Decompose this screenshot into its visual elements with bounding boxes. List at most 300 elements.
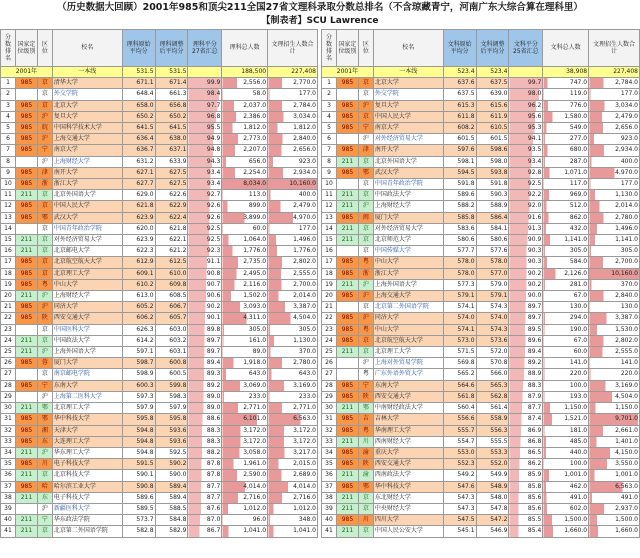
- avg-score-cell: 545.1: [443, 526, 476, 537]
- avg-score-cell: 606.2: [122, 313, 155, 324]
- table-row: [322, 302, 640, 313]
- rank-cell: 27: [1, 369, 16, 380]
- school-name-cell: 西安交通大学: [373, 459, 443, 470]
- total-count-cell: 3,069.0: [222, 380, 268, 391]
- line-label-cell: 一本线: [373, 67, 443, 78]
- table-row: [322, 335, 640, 346]
- region-cell: 浙: [358, 268, 373, 279]
- percentile-cell: 97.7: [188, 100, 222, 111]
- table-row: [322, 78, 640, 89]
- combined-count-cell: 1,141.0: [589, 235, 640, 246]
- total-count-cell: 1,141.0: [543, 235, 589, 246]
- adjusted-score-cell: 638.0: [155, 134, 188, 145]
- percentile-cell: 87.7: [188, 492, 222, 503]
- percentile-cell: 87.6: [188, 503, 222, 514]
- adjusted-score-cell: 593.6: [155, 425, 188, 436]
- level-cell: 211: [15, 447, 37, 458]
- rank-cell: 40: [322, 515, 337, 526]
- total-count-cell: 117.0: [543, 179, 589, 190]
- percentile-cell: 86.8: [509, 436, 543, 447]
- school-name-cell: 华中科技大学: [373, 481, 443, 492]
- rank-cell: 18: [322, 268, 337, 279]
- total-count-cell: 747.0: [543, 78, 589, 89]
- avg-score-cell: 560.4: [443, 403, 476, 414]
- school-name-cell: 中国政法大学: [373, 190, 443, 201]
- region-cell: 吉: [358, 414, 373, 425]
- table-row: [1, 347, 318, 358]
- school-name-cell: 上海第二医科大学: [52, 391, 122, 402]
- region-cell: 京: [37, 78, 52, 89]
- level-cell: 985: [336, 257, 358, 268]
- level-cell: 211: [336, 201, 358, 212]
- school-name-cell: 中山大学: [373, 324, 443, 335]
- adjusted-score-cell: 584.1: [476, 223, 509, 234]
- rank-cell: 36: [322, 470, 337, 481]
- table-row: [322, 492, 640, 503]
- rank-cell: 7: [322, 145, 337, 156]
- school-name-cell: 中山大学: [52, 279, 122, 290]
- avg-score-cell: 598.7: [122, 358, 155, 369]
- avg-score-cell: 574.1: [443, 324, 476, 335]
- total-count-cell: 1,660.0: [543, 526, 589, 537]
- combined-count-cell: 643.0: [268, 369, 318, 380]
- region-cell: 鄂: [358, 481, 373, 492]
- table-row: [322, 459, 640, 470]
- region-cell: 沪: [37, 291, 52, 302]
- science-ranking-panel: [0, 29, 318, 558]
- combined-count-cell: 1,130.0: [268, 335, 318, 346]
- avg-score-cell: 598.1: [443, 156, 476, 167]
- school-name-cell: 南开大学: [373, 145, 443, 156]
- avg-score-cell: 641.5: [122, 123, 155, 134]
- rank-cell: 11: [322, 190, 337, 201]
- table-row: [322, 145, 640, 156]
- combined-count-cell: 1,500.0: [589, 515, 640, 526]
- avg-score-cell: 564.6: [443, 380, 476, 391]
- table-row: [322, 257, 640, 268]
- table-row: [322, 268, 640, 279]
- col-rank: 分数排名: [322, 30, 337, 67]
- rank-cell: 23: [322, 324, 337, 335]
- avg-score-cell: 594.8: [122, 425, 155, 436]
- table-row: [322, 425, 640, 436]
- avg-score-cell: 620.0: [122, 223, 155, 234]
- rank-cell: 12: [1, 201, 16, 212]
- table-row: [1, 526, 318, 537]
- rank-cell: 34: [322, 447, 337, 458]
- combined-count-cell: 1,812.0: [268, 123, 318, 134]
- combined-count-cell: 2,934.0: [268, 167, 318, 178]
- combined-count-cell: 1,401.0: [589, 436, 640, 447]
- adjusted-score-cell: 622.1: [155, 235, 188, 246]
- region-cell: 京: [37, 369, 52, 380]
- combined-count-cell: 1,150.0: [589, 403, 640, 414]
- school-name-cell: 西安交通大学: [373, 391, 443, 402]
- region-cell: 粤: [358, 425, 373, 436]
- avg-score-cell: 597.9: [122, 403, 155, 414]
- school-name-cell: 上海外国语大学: [373, 279, 443, 290]
- level-cell: 985: [15, 459, 37, 470]
- school-name-cell: 吉林大学: [373, 414, 443, 425]
- table-row: [322, 223, 640, 234]
- combined-count-cell: 2,937.0: [589, 503, 640, 514]
- level-cell: [336, 134, 358, 145]
- total-count-cell: 432.0: [543, 223, 589, 234]
- level-cell: 985: [15, 268, 37, 279]
- avg-score-cell: 588.2: [443, 201, 476, 212]
- adjusted-score-cell: 612.5: [155, 257, 188, 268]
- line-adj-cell: 531.5: [155, 67, 188, 78]
- region-cell: 沪: [358, 313, 373, 324]
- avg-score-cell: 611.8: [443, 111, 476, 122]
- total-count-cell: 58.0: [222, 89, 268, 100]
- combined-count-cell: 400.0: [589, 156, 640, 167]
- avg-score-cell: 590.8: [122, 481, 155, 492]
- rank-cell: 15: [322, 235, 337, 246]
- region-cell: 京: [37, 526, 52, 537]
- avg-score-cell: 597.1: [122, 347, 155, 358]
- region-cell: 京: [37, 324, 52, 335]
- percentile-cell: 88.3: [188, 436, 222, 447]
- school-name-cell: 北京大学: [52, 100, 122, 111]
- table-row: [1, 268, 318, 279]
- level-cell: 211: [336, 403, 358, 414]
- table-row: [322, 503, 640, 514]
- table-row: [322, 134, 640, 145]
- region-cell: 粤: [358, 324, 373, 335]
- total-count-cell: 67.0: [543, 335, 589, 346]
- level-cell: 211: [15, 246, 37, 257]
- school-name-cell: 大连理工大学: [52, 436, 122, 447]
- total-count-cell: 656.0: [222, 156, 268, 167]
- total-count-cell: 1,064.0: [222, 235, 268, 246]
- avg-score-cell: 589.5: [122, 503, 155, 514]
- adjusted-score-cell: 615.6: [476, 100, 509, 111]
- table-row: [322, 89, 640, 100]
- percentile-cell: 90.6: [188, 291, 222, 302]
- percentile-cell: 87.4: [509, 414, 543, 425]
- level-cell: 211: [15, 403, 37, 414]
- table-row: [322, 123, 640, 134]
- level-cell: 985: [15, 145, 37, 156]
- total-count-cell: 2,556.0: [222, 78, 268, 89]
- rank-cell: 37: [1, 481, 16, 492]
- level-cell: 985: [15, 425, 37, 436]
- school-name-cell: 北京外国语大学: [373, 156, 443, 167]
- combined-count-cell: 3,387.0: [268, 302, 318, 313]
- total-count-cell: 899.0: [222, 201, 268, 212]
- adjusted-score-cell: 606.7: [155, 302, 188, 313]
- year-cell: 2001年: [322, 67, 374, 78]
- level-cell: 985: [15, 380, 37, 391]
- avg-score-cell: 574.1: [443, 302, 476, 313]
- level-cell: [15, 89, 37, 100]
- arts-ranking-panel: [321, 29, 640, 558]
- percentile-cell: 95.3: [509, 123, 543, 134]
- level-cell: 985: [336, 268, 358, 279]
- adjusted-score-cell: 582.9: [155, 526, 188, 537]
- rank-cell: 1: [322, 78, 337, 89]
- table-row: [322, 179, 640, 190]
- percentile-cell: 93.4: [509, 156, 543, 167]
- col-school: 校名: [52, 30, 122, 67]
- line-adj-cell: 523.4: [476, 67, 509, 78]
- total-count-cell: 277.0: [543, 134, 589, 145]
- table-row: [1, 403, 318, 414]
- school-name-cell: 上海财经大学: [52, 291, 122, 302]
- combined-count-cell: 1,041.0: [268, 526, 318, 537]
- level-cell: [336, 369, 358, 380]
- avg-score-cell: 623.9: [122, 212, 155, 223]
- adjusted-score-cell: 589.4: [155, 492, 188, 503]
- table-row: [322, 358, 640, 369]
- table-row: [1, 481, 318, 492]
- total-count-cell: 485.0: [543, 436, 589, 447]
- region-cell: 京: [358, 526, 373, 537]
- rank-cell: 9: [322, 167, 337, 178]
- percentile-cell: 92.5: [188, 235, 222, 246]
- combined-count-cell: 2,771.0: [268, 403, 318, 414]
- school-name-cell: 广东外语外贸大学: [373, 369, 443, 380]
- avg-score-cell: 556.6: [443, 414, 476, 425]
- region-cell: 京: [37, 201, 52, 212]
- school-name-cell: 上海外国语大学: [52, 347, 122, 358]
- combined-count-cell: 177.0: [268, 89, 318, 100]
- table-row: [322, 235, 640, 246]
- adjusted-score-cell: 555.5: [476, 436, 509, 447]
- rank-cell: 38: [322, 492, 337, 503]
- level-cell: 985: [15, 123, 37, 134]
- total-count-cell: 1,071.0: [543, 167, 589, 178]
- rank-cell: 27: [322, 369, 337, 380]
- total-count-cell: 440.0: [543, 447, 589, 458]
- total-count-cell: 8,034.0: [222, 179, 268, 190]
- combined-count-cell: 3,217.0: [268, 447, 318, 458]
- combined-count-cell: 4,970.0: [268, 212, 318, 223]
- region-cell: 川: [358, 515, 373, 526]
- total-count-cell: 233.0: [222, 391, 268, 402]
- adjusted-score-cell: 603.2: [155, 335, 188, 346]
- adjusted-score-cell: 558.9: [476, 414, 509, 425]
- table-row: [1, 335, 318, 346]
- table-row: [1, 380, 318, 391]
- rank-cell: 14: [322, 223, 337, 234]
- percentile-cell: 90.0: [509, 291, 543, 302]
- region-cell: 京: [358, 89, 373, 100]
- rank-cell: 9: [1, 167, 16, 178]
- level-cell: 985: [15, 481, 37, 492]
- rank-cell: 6: [322, 134, 337, 145]
- avg-score-cell: 554.7: [443, 436, 476, 447]
- table-row: [322, 190, 640, 201]
- table-row: [322, 246, 640, 257]
- rank-cell: 29: [1, 391, 16, 402]
- region-cell: 京: [358, 111, 373, 122]
- table-row: [1, 447, 318, 458]
- total-count-cell: 2,495.0: [222, 268, 268, 279]
- level-cell: 985: [336, 167, 358, 178]
- school-name-cell: 对外经济贸易大学: [52, 235, 122, 246]
- total-count-cell: 491.0: [543, 492, 589, 503]
- school-name-cell: 东北财经大学: [373, 492, 443, 503]
- adjusted-score-cell: 562.8: [476, 391, 509, 402]
- total-count-cell: 862.0: [543, 212, 589, 223]
- region-cell: 京: [358, 179, 373, 190]
- avg-score-cell: 594.5: [443, 167, 476, 178]
- adjusted-score-cell: 641.5: [155, 123, 188, 134]
- percentile-cell: 90.2: [188, 302, 222, 313]
- school-name-cell: 上海财经大学: [373, 201, 443, 212]
- percentile-cell: 90.2: [509, 268, 543, 279]
- adjusted-score-cell: 566.0: [476, 369, 509, 380]
- adjusted-score-cell: 588.9: [476, 201, 509, 212]
- col-avg: 文科原始平均分: [443, 30, 476, 67]
- avg-score-cell: 600.3: [122, 380, 155, 391]
- percentile-cell: 95.6: [509, 111, 543, 122]
- table-row: [1, 302, 318, 313]
- level-cell: 211: [15, 291, 37, 302]
- school-name-cell: 外交学院: [52, 89, 122, 100]
- school-name-cell: 中国科学技术大学: [52, 123, 122, 134]
- adjusted-score-cell: 548.9: [476, 481, 509, 492]
- avg-score-cell: 623.9: [122, 235, 155, 246]
- school-name-cell: 北京理工大学: [52, 403, 122, 414]
- adjusted-score-cell: 547.8: [476, 503, 509, 514]
- total-count-cell: 1,012.0: [222, 503, 268, 514]
- line-avg-cell: 523.4: [443, 67, 476, 78]
- region-cell: 京: [37, 246, 52, 257]
- level-cell: 985: [336, 335, 358, 346]
- region-cell: 沪: [358, 358, 373, 369]
- adjusted-score-cell: 590.3: [476, 190, 509, 201]
- rank-cell: 33: [322, 436, 337, 447]
- total-count-cell: 1,961.0: [222, 459, 268, 470]
- percentile-cell: 95.5: [188, 123, 222, 134]
- avg-score-cell: 615.3: [443, 100, 476, 111]
- school-name-cell: 电子科技大学: [52, 492, 122, 503]
- percentile-cell: 89.7: [188, 347, 222, 358]
- percentile-cell: 88.9: [509, 369, 543, 380]
- region-cell: 陕: [358, 459, 373, 470]
- region-cell: 津: [358, 145, 373, 156]
- region-cell: 沪: [37, 391, 52, 402]
- school-name-cell: 北京科技大学: [52, 470, 122, 481]
- adjusted-score-cell: 603.1: [155, 347, 188, 358]
- avg-score-cell: 547.5: [443, 515, 476, 526]
- level-cell: 211: [336, 279, 358, 290]
- region-cell: 京: [37, 100, 52, 111]
- level-cell: 985: [15, 302, 37, 313]
- table-row: [322, 470, 640, 481]
- total-count-cell: 161.0: [222, 335, 268, 346]
- percentile-cell: 89.6: [509, 335, 543, 346]
- percentile-cell: 92.2: [509, 190, 543, 201]
- level-cell: 985: [336, 111, 358, 122]
- school-name-cell: 东南大学: [52, 380, 122, 391]
- combined-count-cell: 141.0: [589, 358, 640, 369]
- region-cell: 宁: [37, 515, 52, 526]
- combined-count-cell: 4,150.0: [589, 447, 640, 458]
- region-cell: 川: [358, 436, 373, 447]
- combined-count-cell: 923.0: [589, 134, 640, 145]
- avg-score-cell: 622.3: [122, 246, 155, 257]
- percentile-cell: 92.5: [509, 179, 543, 190]
- adjusted-score-cell: 586.4: [476, 212, 509, 223]
- rank-cell: 10: [322, 179, 337, 190]
- level-cell: 985: [336, 481, 358, 492]
- combined-count-cell: 1,001.0: [589, 470, 640, 481]
- total-count-cell: 1,500.0: [543, 515, 589, 526]
- combined-count-cell: 305.0: [589, 246, 640, 257]
- total-count-cell: 969.0: [543, 190, 589, 201]
- percentile-cell: 85.8: [509, 481, 543, 492]
- region-cell: 沪: [37, 156, 52, 167]
- region-cell: 京: [358, 235, 373, 246]
- adjusted-score-cell: 608.5: [155, 291, 188, 302]
- col-level: 国家定位级别: [15, 30, 37, 67]
- combined-count-cell: 4,970.0: [589, 167, 640, 178]
- avg-score-cell: 569.8: [443, 358, 476, 369]
- combined-count-cell: 2,555.0: [268, 268, 318, 279]
- percentile-cell: 85.5: [509, 515, 543, 526]
- school-name-cell: 上海财经大学: [52, 156, 122, 167]
- level-cell: 985: [15, 313, 37, 324]
- percentile-cell: 89.2: [509, 358, 543, 369]
- rank-cell: 5: [1, 123, 16, 134]
- adjusted-score-cell: 574.3: [476, 324, 509, 335]
- adjusted-score-cell: 610.5: [476, 123, 509, 134]
- total-count-cell: 1,001.0: [543, 470, 589, 481]
- adjusted-score-cell: 579.1: [476, 291, 509, 302]
- combined-count-cell: 2,784.0: [589, 78, 640, 89]
- combined-count-cell: 2,479.0: [268, 201, 318, 212]
- adjusted-score-cell: 603.0: [155, 324, 188, 335]
- combined-count-cell: 177.0: [589, 89, 640, 100]
- school-name-cell: 中国人民大学: [52, 201, 122, 212]
- region-cell: 沪: [358, 291, 373, 302]
- table-row: [322, 391, 640, 402]
- adjusted-score-cell: 546.9: [476, 526, 509, 537]
- combined-count-cell: 9,701.0: [589, 414, 640, 425]
- school-name-cell: 东南大学: [373, 380, 443, 391]
- combined-count-cell: 3,169.0: [589, 380, 640, 391]
- table-row: [322, 436, 640, 447]
- percentile-cell: 90.3: [509, 257, 543, 268]
- school-name-cell: 中南财经政法大学: [373, 403, 443, 414]
- table-row: [322, 347, 640, 358]
- rank-cell: 34: [1, 447, 16, 458]
- rank-cell: 22: [322, 313, 337, 324]
- total-count-cell: 3,899.0: [222, 212, 268, 223]
- school-name-cell: 武汉大学: [52, 212, 122, 223]
- rank-cell: 33: [1, 436, 16, 447]
- rank-cell: 4: [322, 111, 337, 122]
- avg-score-cell: 594.8: [122, 447, 155, 458]
- rank-cell: 12: [322, 201, 337, 212]
- rank-cell: 15: [1, 235, 16, 246]
- avg-score-cell: 571.5: [443, 347, 476, 358]
- table-row: [1, 100, 318, 111]
- rank-cell: 29: [322, 391, 337, 402]
- avg-score-cell: 553.0: [443, 447, 476, 458]
- adjusted-score-cell: 565.3: [476, 380, 509, 391]
- level-cell: 211: [336, 492, 358, 503]
- adjusted-score-cell: 598.0: [476, 156, 509, 167]
- total-count-cell: 4,311.0: [222, 313, 268, 324]
- region-cell: 鄂: [37, 212, 52, 223]
- region-cell: 京: [358, 492, 373, 503]
- table-row: [1, 190, 318, 201]
